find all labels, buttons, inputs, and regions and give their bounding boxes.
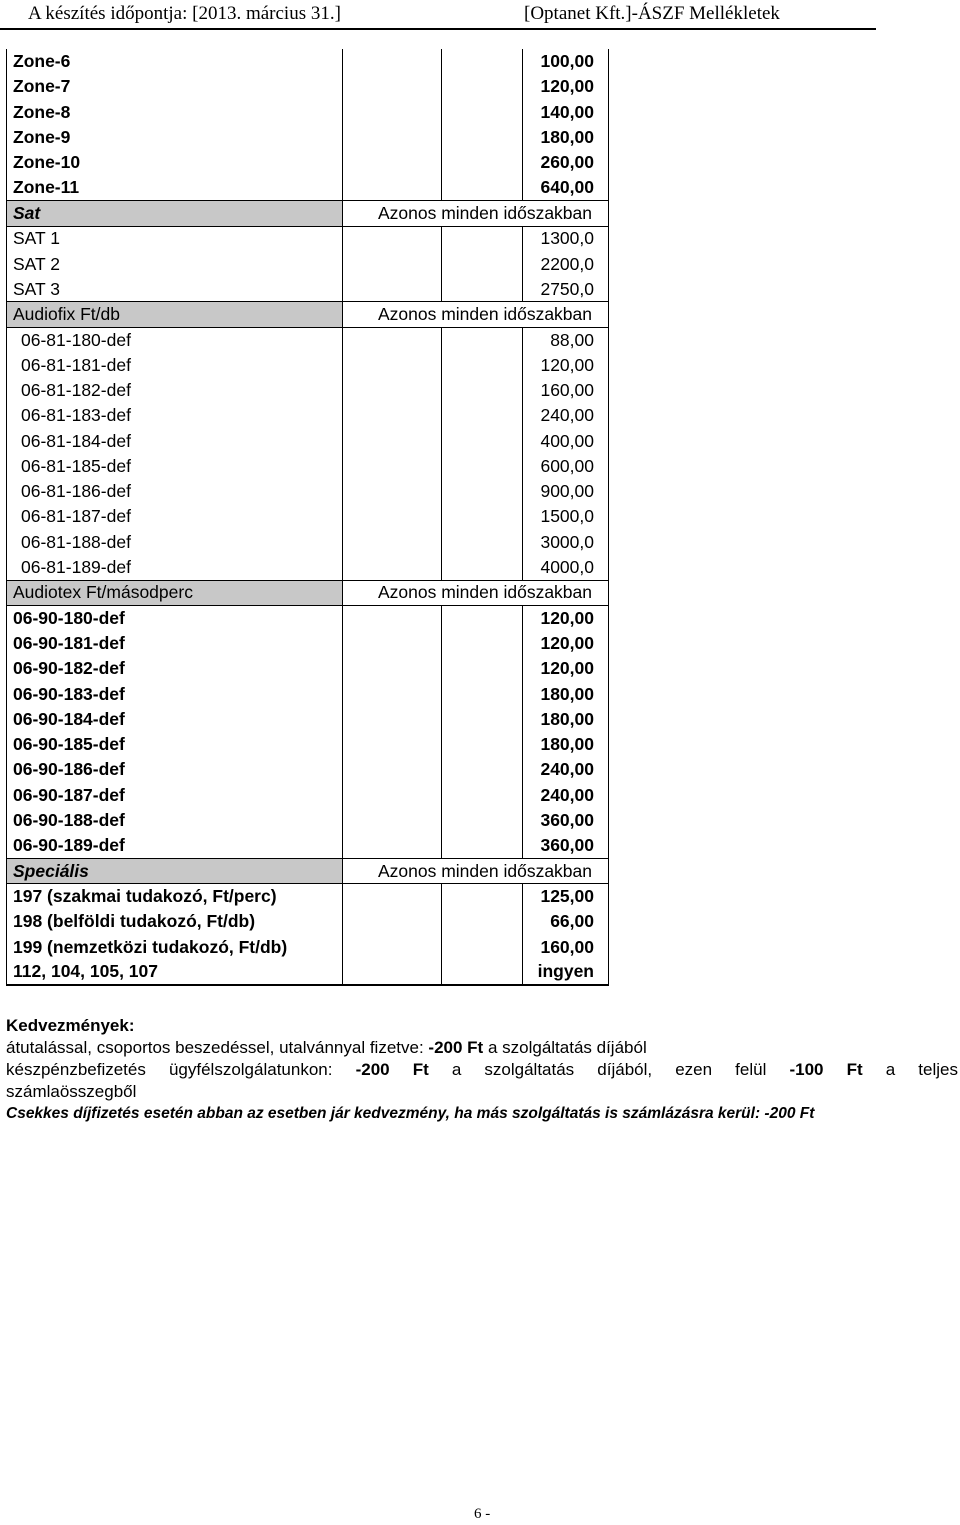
row-label: 06-81-189-def (7, 555, 343, 580)
row-label: 198 (belföldi tudakozó, Ft/db) (7, 909, 343, 934)
discounts-title: Kedvezmények: (6, 1016, 135, 1035)
table-row (7, 681, 609, 706)
row-value: 180,00 (523, 681, 609, 706)
table-row (7, 251, 609, 276)
discount-amount: -200 Ft (355, 1060, 429, 1079)
page-header (0, 0, 960, 30)
row-label: Zone-9 (7, 125, 343, 150)
row-value: 140,00 (523, 100, 609, 125)
table-row (7, 479, 609, 504)
row-value: 120,00 (523, 74, 609, 99)
row-label: 06-90-182-def (7, 656, 343, 681)
section-note: Azonos minden időszakban (343, 201, 609, 226)
row-label: 112, 104, 105, 107 (7, 960, 343, 985)
row-label: 06-81-186-def (7, 479, 343, 504)
row-value: 240,00 (523, 783, 609, 808)
section-header-row (7, 302, 609, 327)
row-label: 06-90-185-def (7, 732, 343, 757)
table-row (7, 530, 609, 555)
discount-cash-line-continued: számlaösszegből (6, 1082, 137, 1101)
row-value: ingyen (523, 960, 609, 985)
row-value: 120,00 (523, 631, 609, 656)
row-value: 2200,0 (523, 251, 609, 276)
row-label: 06-81-181-def (7, 353, 343, 378)
page-number: 6 - (474, 1506, 491, 1522)
row-label: Zone-11 (7, 175, 343, 200)
row-value: 400,00 (523, 428, 609, 453)
row-label: SAT 2 (7, 251, 343, 276)
discount-transfer-line (6, 1037, 958, 1059)
cheque-discount-note: Csekkes díjfizetés esetén abban az esetben jár kedvezmény, ha más szolgáltatás is számlázásra kerül: -200 Ft (6, 1105, 815, 1122)
table-row (7, 707, 609, 732)
row-label: 06-90-189-def (7, 833, 343, 858)
row-label: 06-90-183-def (7, 681, 343, 706)
table-row (7, 833, 609, 858)
row-label: 06-81-180-def (7, 327, 343, 352)
row-label: 06-90-180-def (7, 606, 343, 631)
row-value: 120,00 (523, 353, 609, 378)
section-note: Azonos minden időszakban (343, 580, 609, 605)
rates-table (6, 49, 609, 986)
table-row (7, 100, 609, 125)
row-value: 360,00 (523, 833, 609, 858)
row-value: 125,00 (523, 884, 609, 909)
table-row (7, 277, 609, 302)
table-row (7, 909, 609, 934)
row-value: 180,00 (523, 707, 609, 732)
row-value: 120,00 (523, 606, 609, 631)
table-row (7, 428, 609, 453)
table-row (7, 783, 609, 808)
row-label: 06-90-186-def (7, 757, 343, 782)
row-label: 06-81-184-def (7, 428, 343, 453)
row-value: 3000,0 (523, 530, 609, 555)
row-label: 06-81-182-def (7, 378, 343, 403)
row-label: 06-90-184-def (7, 707, 343, 732)
table-row (7, 403, 609, 428)
discount-text: a szolgáltatás díjából, ezen felül (451, 1060, 767, 1079)
row-value: 360,00 (523, 808, 609, 833)
row-value: 1300,0 (523, 226, 609, 251)
table-row (7, 74, 609, 99)
table-row (7, 125, 609, 150)
row-value: 2750,0 (523, 277, 609, 302)
discount-amount: -200 Ft (428, 1038, 484, 1057)
table-row (7, 378, 609, 403)
table-row (7, 504, 609, 529)
table-row (7, 808, 609, 833)
row-value: 260,00 (523, 150, 609, 175)
row-label: 06-90-188-def (7, 808, 343, 833)
row-value: 100,00 (523, 49, 609, 74)
discounts-section (6, 1015, 958, 1125)
header-divider (0, 28, 876, 30)
table-row (7, 150, 609, 175)
row-value: 600,00 (523, 454, 609, 479)
row-value: 240,00 (523, 757, 609, 782)
section-header-row (7, 859, 609, 884)
table-row (7, 757, 609, 782)
row-label: Zone-8 (7, 100, 343, 125)
table-row (7, 934, 609, 959)
row-label: 199 (nemzetközi tudakozó, Ft/db) (7, 934, 343, 959)
row-value: 160,00 (523, 378, 609, 403)
row-label: 06-81-183-def (7, 403, 343, 428)
section-note: Azonos minden időszakban (343, 302, 609, 327)
header-date: A készítés időpontja: [2013. március 31.] (28, 3, 341, 24)
row-label: 06-90-187-def (7, 783, 343, 808)
row-label: 197 (szakmai tudakozó, Ft/perc) (7, 884, 343, 909)
row-value: 160,00 (523, 934, 609, 959)
header-document-title: [Optanet Kft.]-ÁSZF Mellékletek (524, 3, 780, 24)
table-row (7, 884, 609, 909)
row-value: 180,00 (523, 732, 609, 757)
section-title: Sat (7, 201, 343, 226)
discount-text: a teljes (885, 1060, 958, 1079)
section-title: Speciális (7, 859, 343, 884)
discount-cash-line (6, 1059, 958, 1081)
table-row (7, 175, 609, 200)
row-value: 1500,0 (523, 504, 609, 529)
section-note: Azonos minden időszakban (343, 859, 609, 884)
section-header-row (7, 201, 609, 226)
section-header-row (7, 580, 609, 605)
table-row (7, 226, 609, 251)
table-row (7, 960, 609, 985)
row-label: SAT 3 (7, 277, 343, 302)
row-value: 900,00 (523, 479, 609, 504)
discount-text: a szolgáltatás díjából (487, 1038, 647, 1057)
table-row (7, 555, 609, 580)
row-value: 180,00 (523, 125, 609, 150)
row-label: Zone-6 (7, 49, 343, 74)
row-label: 06-90-181-def (7, 631, 343, 656)
row-value: 240,00 (523, 403, 609, 428)
row-value: 640,00 (523, 175, 609, 200)
table-row (7, 606, 609, 631)
table-row (7, 49, 609, 74)
table-row (7, 353, 609, 378)
row-value: 120,00 (523, 656, 609, 681)
row-label: 06-81-185-def (7, 454, 343, 479)
discount-amount: -100 Ft (789, 1060, 863, 1079)
row-label: 06-81-187-def (7, 504, 343, 529)
row-value: 66,00 (523, 909, 609, 934)
section-title: Audiotex Ft/másodperc (7, 580, 343, 605)
row-label: Zone-7 (7, 74, 343, 99)
discount-text: átutalással, csoportos beszedéssel, utalvánnyal fizetve: (6, 1038, 424, 1057)
section-title: Audiofix Ft/db (7, 302, 343, 327)
table-row (7, 454, 609, 479)
row-label: 06-81-188-def (7, 530, 343, 555)
row-value: 88,00 (523, 327, 609, 352)
discount-text: készpénzbefizetés ügyfélszolgálatunkon: (6, 1060, 333, 1079)
table-row (7, 656, 609, 681)
table-row (7, 327, 609, 352)
table-row (7, 732, 609, 757)
row-label: SAT 1 (7, 226, 343, 251)
row-label: Zone-10 (7, 150, 343, 175)
table-row (7, 631, 609, 656)
row-value: 4000,0 (523, 555, 609, 580)
